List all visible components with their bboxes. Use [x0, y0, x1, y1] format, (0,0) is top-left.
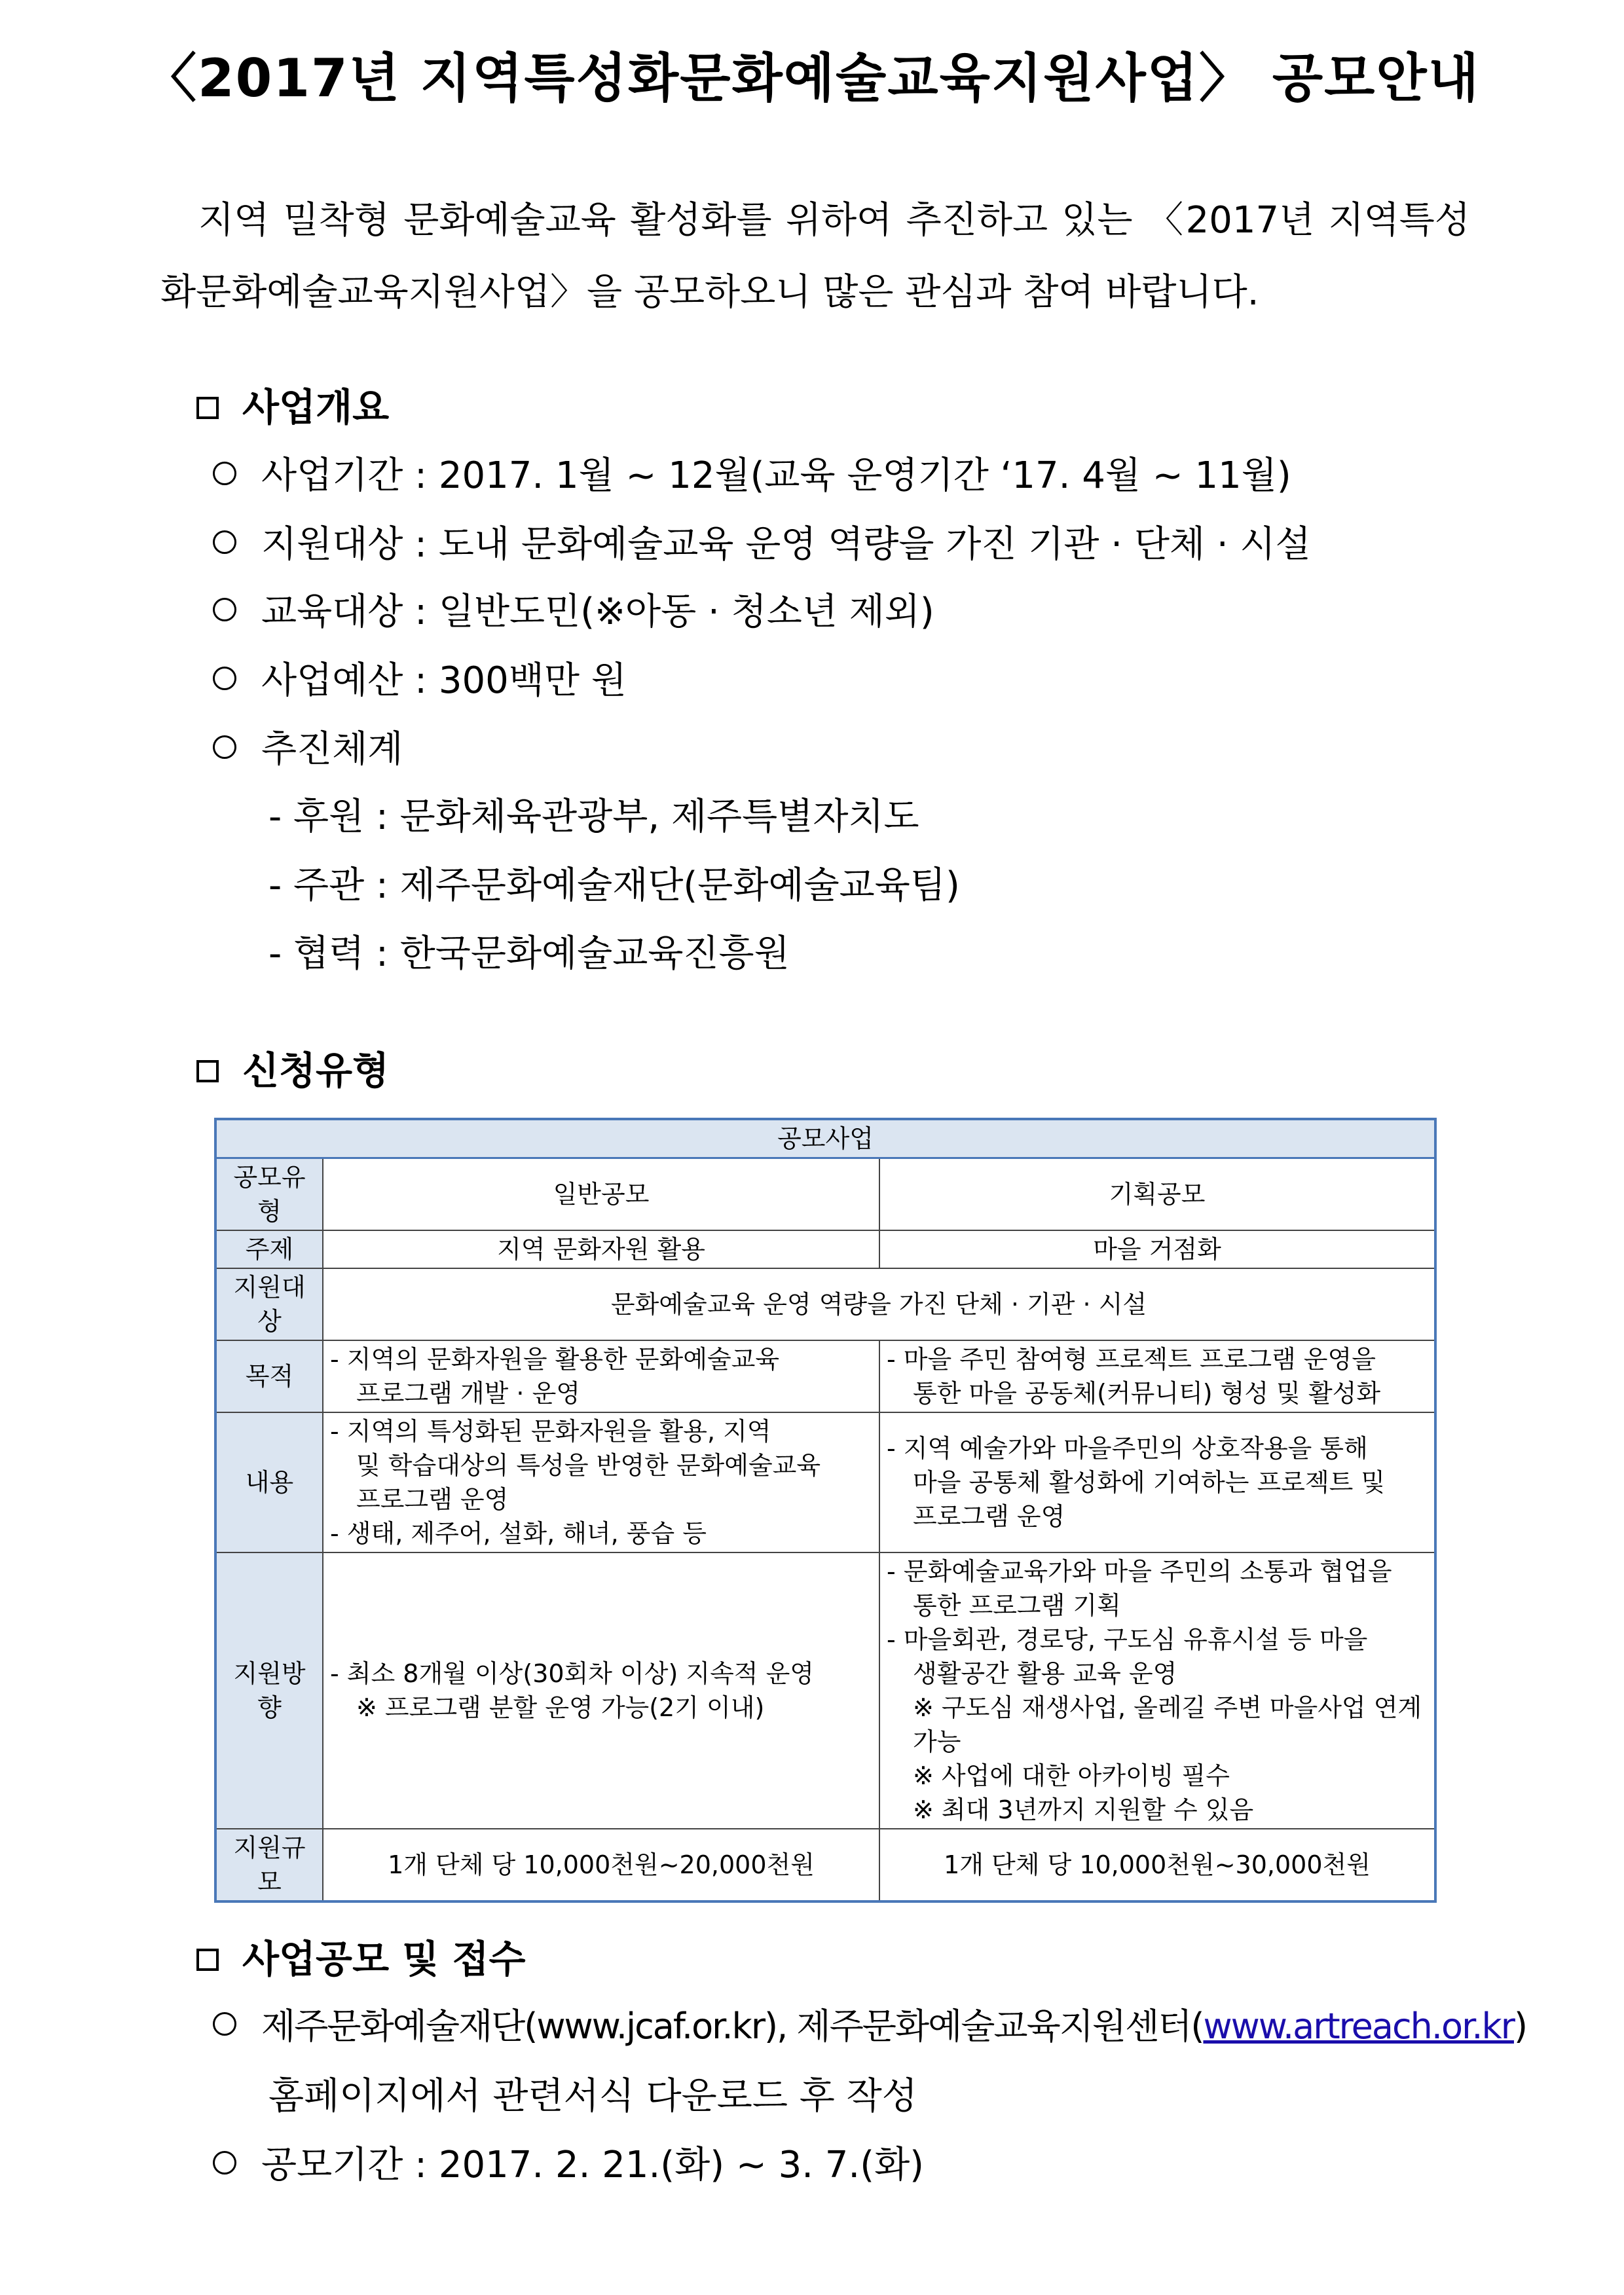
row-label-scale: 지원규모 [215, 1829, 323, 1901]
circle-bullet-icon [213, 2012, 236, 2036]
cell-theme-planned: 마을 거점화 [879, 1230, 1435, 1268]
checkbox-square-icon [196, 397, 219, 419]
table-row [215, 1412, 1435, 1552]
cell-theme-general: 지역 문화자원 활용 [323, 1230, 879, 1268]
circle-bullet-icon [213, 598, 236, 621]
table-row [215, 1340, 1435, 1412]
row-label-content: 내용 [215, 1412, 323, 1552]
table-row [215, 1158, 1435, 1231]
intro-paragraph: 지역 밀착형 문화예술교육 활성화를 위하여 추진하고 있는 〈2017년 지역특성화문화예술교육지원사업〉을 공모하오니 많은 관심과 참여 바랍니다. [160, 199, 1470, 314]
overview-item-system: 추진체계 [213, 720, 403, 773]
circle-bullet-icon [213, 667, 236, 690]
page-title: 〈2017년 지역특성화문화예술교육지원사업〉 공모안내 [144, 48, 1480, 109]
row-label-target: 지원대상 [215, 1268, 323, 1340]
overview-item-target: 지원대상 : 도내 문화예술교육 운영 역량을 가진 기관 · 단체 · 시설 [213, 515, 1311, 568]
cell-content-general: - 지역의 특성화된 문화자원을 활용, 지역 및 학습대상의 특성을 반영한 문화예술교육 프로그램 운영 - 생태, 제주어, 설화, 해녀, 풍습 등 [323, 1412, 879, 1552]
cell-direction-general: - 최소 8개월 이상(30회차 이상) 지속적 운영 ※ 프로그램 분할 운영 가능(2기 이내) [323, 1552, 879, 1829]
cell-purpose-general: - 지역의 문화자원을 활용한 문화예술교육 프로그램 개발 · 운영 [323, 1340, 879, 1412]
table-row [215, 1552, 1435, 1829]
table-row [215, 1829, 1435, 1901]
checkbox-square-icon [196, 1949, 219, 1971]
system-sponsor: - 후원 : 문화체육관광부, 제주특별자치도 [268, 796, 919, 838]
section-heading-submission: 사업공모 및 접수 [196, 1928, 526, 1983]
circle-bullet-icon [213, 2151, 236, 2175]
circle-bullet-icon [213, 530, 236, 554]
application-types-table [214, 1118, 1437, 1903]
artreach-link[interactable]: www.artreach.or.kr [1203, 2006, 1514, 2047]
overview-item-period: 사업기간 : 2017. 1월 ~ 12월(교육 운영기간 ‘17. 4월 ~ 11월) [213, 447, 1291, 499]
row-label-purpose: 목적 [215, 1340, 323, 1412]
system-partner: - 협력 : 한국문화예술교육진흥원 [268, 932, 790, 975]
table-row [215, 1230, 1435, 1268]
column-header-general: 일반공모 [323, 1158, 879, 1231]
submission-item-period: 공모기간 : 2017. 2. 21.(화) ~ 3. 7.(화) [213, 2136, 924, 2188]
section-heading-overview: 사업개요 [196, 376, 389, 431]
circle-bullet-icon [213, 462, 236, 485]
table-row [215, 1268, 1435, 1340]
system-host: - 주관 : 제주문화예술재단(문화예술교육팀) [268, 864, 960, 907]
table-row [215, 1119, 1435, 1158]
overview-item-budget: 사업예산 : 300백만 원 [213, 652, 627, 704]
submission-item-websites: 제주문화예술재단(www.jcaf.or.kr), 제주문화예술교육지원센터(www.artreach.or.kr) [213, 1998, 1526, 2049]
section-heading-types: 신청유형 [196, 1040, 389, 1095]
cell-direction-planned: - 문화예술교육가와 마을 주민의 소통과 협업을 통한 프로그램 기획 - 마을회관, 경로당, 구도심 유휴시설 등 마을 생활공간 활용 교육 운영 ※ 구도심 재생사업, 올레길 주변 마을사업 연계 가능 ※ 사업에 대한 아카이빙 필수 ※ 최대 3년까지 지원할 수 있음 [879, 1552, 1435, 1829]
row-label-type: 공모유형 [215, 1158, 323, 1231]
circle-bullet-icon [213, 735, 236, 759]
overview-item-education-target: 교육대상 : 일반도민(※아동 · 청소년 제외) [213, 583, 934, 635]
column-header-planned: 기획공모 [879, 1158, 1435, 1231]
cell-purpose-planned: - 마을 주민 참여형 프로젝트 프로그램 운영을 통한 마을 공동체(커뮤니티) 형성 및 활성화 [879, 1340, 1435, 1412]
submission-item-websites-line2: 홈페이지에서 관련서식 다운로드 후 작성 [268, 2075, 917, 2118]
cell-scale-planned: 1개 단체 당 10,000천원~30,000천원 [879, 1829, 1435, 1901]
cell-scale-general: 1개 단체 당 10,000천원~20,000천원 [323, 1829, 879, 1901]
checkbox-square-icon [196, 1060, 219, 1082]
cell-content-planned: - 지역 예술가와 마을주민의 상호작용을 통해 마을 공통체 활성화에 기여하는 프로젝트 및 프로그램 운영 [879, 1412, 1435, 1552]
table-caption: 공모사업 [215, 1119, 1435, 1158]
cell-target-merged: 문화예술교육 운영 역량을 가진 단체 · 기관 · 시설 [323, 1268, 1435, 1340]
row-label-theme: 주제 [215, 1230, 323, 1268]
row-label-direction: 지원방향 [215, 1552, 323, 1829]
